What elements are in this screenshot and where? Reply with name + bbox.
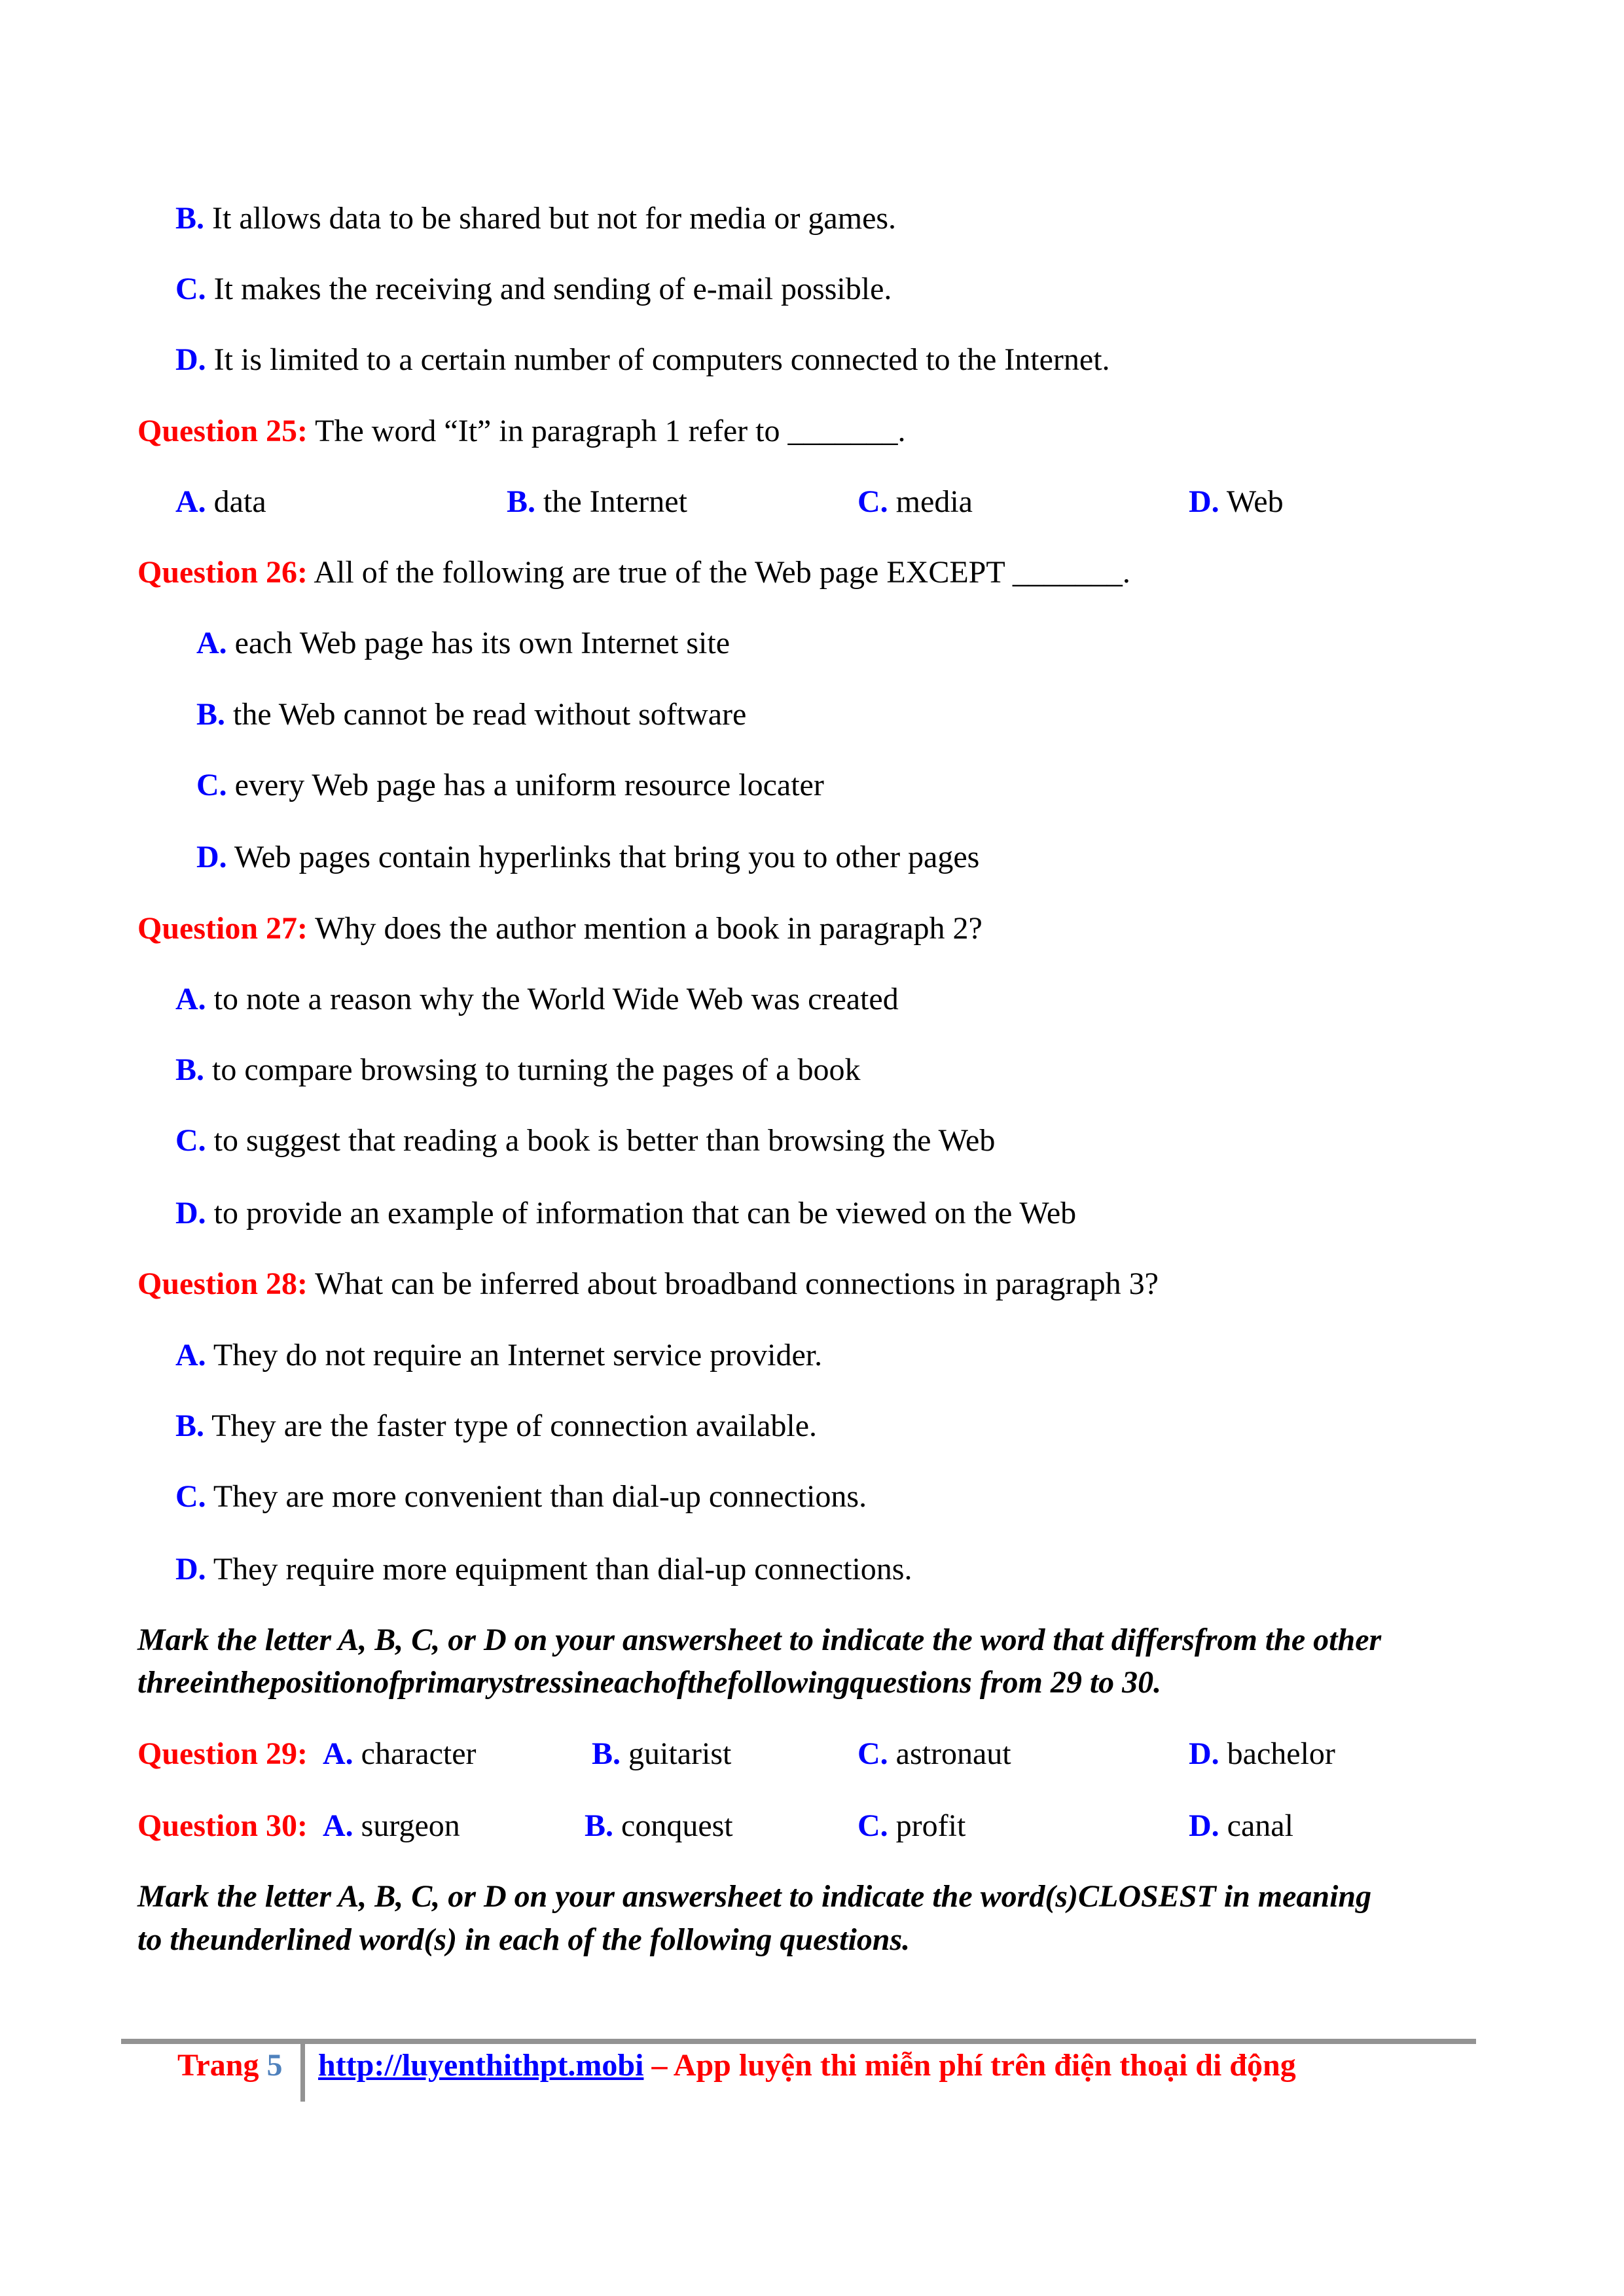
option-text: They require more equipment than dial-up connections. [213,1552,912,1587]
option-letter: D. [1189,1736,1219,1771]
q27-option-a [175,980,899,1019]
question-28 [137,1265,1159,1304]
option-text: canal [1227,1808,1293,1843]
option-letter: A. [323,1736,353,1771]
option-letter: D. [175,1552,206,1587]
q29-option-d [1189,1734,1335,1774]
q30-option-c [857,1806,965,1846]
question-text: The word “It” in paragraph 1 refer to _______. [315,414,906,448]
option-letter: C. [175,1479,206,1514]
option-letter: B. [585,1808,614,1843]
option-letter: C. [857,1736,888,1771]
q26-option-b [196,695,746,734]
q24-option-c [175,270,892,309]
option-letter: A. [175,484,206,519]
instruction-stress-line-2: threeinthepositionofprimarystressineachofthefollowingquestions from 29 to 30. [137,1665,1162,1700]
option-letter: B. [175,201,205,236]
option-letter: A. [323,1808,353,1843]
q29-option-a [323,1734,477,1774]
q25-option-d [1189,482,1284,522]
q24-option-b [175,199,896,238]
q27-option-d [175,1194,1076,1233]
footer-text [318,2046,1296,2085]
page-label: Trang [177,2048,259,2083]
option-text: surgeon [361,1808,460,1843]
option-letter: C. [196,768,227,802]
question-text: What can be inferred about broadband connections in paragraph 3? [315,1266,1159,1301]
q25-option-a [175,482,266,522]
option-text: Web [1226,484,1284,519]
option-letter: A. [175,1338,206,1372]
option-text: to provide an example of information that can be viewed on the Web [213,1196,1077,1230]
option-text: data [213,484,266,519]
option-text: astronaut [895,1736,1011,1771]
q27-option-b [175,1050,860,1090]
page-number [177,2046,282,2085]
q29-option-c [857,1734,1011,1774]
option-letter: A. [175,982,206,1016]
option-text: to suggest that reading a book is better than browsing the Web [213,1123,996,1158]
option-letter: D. [175,1196,206,1230]
question-30 [0,1806,1624,1846]
page-number-value: 5 [266,2048,283,2083]
footer-tagline: – App luyện thi miễn phí trên điện thoại di động [643,2048,1296,2083]
question-label: Question 30: [137,1808,308,1843]
q25-options [0,482,1624,522]
option-text: It is limited to a certain number of computers connected to the Internet. [213,342,1110,377]
question-label: Question 29: [137,1736,308,1771]
option-text: bachelor [1227,1736,1335,1771]
q28-option-c [175,1477,867,1516]
question-29 [0,1734,1624,1774]
q24-option-d [175,340,1110,380]
option-letter: C. [175,272,206,306]
question-text: All of the following are true of the Web page EXCEPT _______. [314,555,1130,590]
option-text: each Web page has its own Internet site [234,626,730,660]
footer-vertical-divider [300,2044,305,2102]
option-letter: B. [507,484,536,519]
question-25 [137,412,905,451]
q30-option-a [323,1806,460,1846]
option-text: character [361,1736,477,1771]
q28-option-a [175,1336,822,1375]
instruction-closest-line-1: Mark the letter A, B, C, or D on your answersheet to indicate the word(s)CLOSEST in meaning [137,1879,1372,1914]
option-letter: B. [196,697,226,732]
footer-link[interactable]: http://luyenthithpt.mobi [318,2048,644,2083]
option-text: to note a reason why the World Wide Web was created [213,982,899,1016]
option-text: to compare browsing to turning the pages of a book [212,1052,861,1087]
q30-option-d [1189,1806,1293,1846]
q25-option-c [857,482,973,522]
option-letter: B. [175,1408,205,1443]
option-letter: B. [175,1052,205,1087]
footer-divider [121,2039,1476,2044]
option-text: guitarist [628,1736,732,1771]
question-label: Question 25: [137,414,308,448]
option-text: the Web cannot be read without software [233,697,747,732]
option-text: every Web page has a uniform resource locater [234,768,824,802]
question-text: Why does the author mention a book in paragraph 2? [315,911,983,946]
option-letter: B. [592,1736,621,1771]
option-letter: D. [1189,484,1219,519]
option-text: They are the faster type of connection available. [211,1408,818,1443]
option-text: media [895,484,973,519]
option-letter: C. [175,1123,206,1158]
option-text: They are more convenient than dial-up connections. [213,1479,867,1514]
option-letter: D. [196,840,227,874]
q26-option-d [196,838,979,877]
option-letter: C. [857,1808,888,1843]
option-letter: C. [857,484,888,519]
option-text: It makes the receiving and sending of e-mail possible. [213,272,892,306]
question-27 [137,909,983,948]
option-letter: A. [196,626,227,660]
q29-option-b [592,1734,731,1774]
option-text: conquest [621,1808,733,1843]
option-letter: D. [1189,1808,1219,1843]
q25-option-b [507,482,687,522]
q27-option-c [175,1121,995,1160]
option-text: profit [895,1808,966,1843]
question-label: Question 26: [137,555,308,590]
q26-option-a [196,624,730,663]
q28-option-b [175,1407,817,1446]
instruction-closest-line-2: to theunderlined word(s) in each of the following questions. [137,1922,911,1957]
question-26 [137,553,1130,592]
q30-option-b [585,1806,733,1846]
option-text: the Internet [543,484,687,519]
option-text: Web pages contain hyperlinks that bring you to other pages [234,840,980,874]
question-label: Question 28: [137,1266,308,1301]
q28-option-d [175,1550,912,1589]
q26-option-c [196,766,824,805]
option-text: It allows data to be shared but not for media or games. [212,201,897,236]
question-label: Question 27: [137,911,308,946]
instruction-stress-line-1: Mark the letter A, B, C, or D on your answersheet to indicate the word that differsfrom the other [137,1623,1382,1657]
option-text: They do not require an Internet service provider. [213,1338,823,1372]
option-letter: D. [175,342,206,377]
